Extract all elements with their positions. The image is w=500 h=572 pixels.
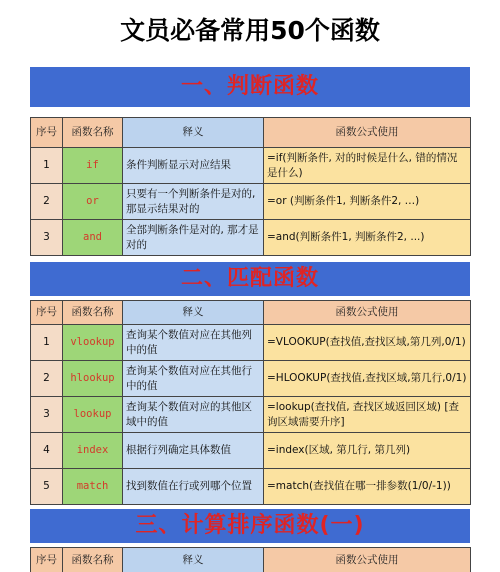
header-formula: 函数公式使用 — [264, 548, 471, 572]
row-formula: =lookup(查找值, 查找区域返回区域) [查询区域需要升序] — [264, 397, 471, 433]
row-meaning: 根据行列确定具体数值 — [123, 433, 264, 469]
table-header-row — [31, 548, 471, 572]
header-formula: 函数公式使用 — [264, 118, 471, 148]
row-index: 1 — [31, 148, 63, 184]
row-formula: =or (判断条件1, 判断条件2, …) — [264, 184, 471, 220]
function-table-calc-sort — [30, 547, 471, 572]
row-meaning: 查询某个数值对应的其他区域中的值 — [123, 397, 264, 433]
header-index: 序号 — [31, 548, 63, 572]
header-function-name: 函数名称 — [63, 118, 123, 148]
row-formula: =and(判断条件1, 判断条件2, ...) — [264, 220, 471, 256]
page-title: 文员必备常用50个函数 — [120, 16, 380, 45]
row-formula: =index(区域, 第几行, 第几列) — [264, 433, 471, 469]
row-index: 3 — [31, 220, 63, 256]
table-row — [31, 361, 471, 397]
function-table-matching — [30, 300, 471, 505]
header-function-name: 函数名称 — [63, 548, 123, 572]
row-meaning: 查询某个数值对应在其他列中的值 — [123, 325, 264, 361]
row-formula: =if(判断条件, 对的时候是什么, 错的情况是什么) — [264, 148, 471, 184]
row-function-name: or — [63, 184, 123, 220]
header-meaning: 释义 — [123, 548, 264, 572]
row-meaning: 查询某个数值对应在其他行中的值 — [123, 361, 264, 397]
table-row — [31, 184, 471, 220]
table-header-row — [31, 301, 471, 325]
table-row — [31, 469, 471, 505]
header-formula: 函数公式使用 — [264, 301, 471, 325]
row-formula: =VLOOKUP(查找值,查找区域,第几列,0/1) — [264, 325, 471, 361]
row-index: 4 — [31, 433, 63, 469]
header-meaning: 释义 — [123, 301, 264, 325]
section-banner-judgement: 一、判断函数 — [30, 67, 470, 107]
section-banner-matching: 二、匹配函数 — [30, 262, 470, 296]
table-row — [31, 433, 471, 469]
header-function-name: 函数名称 — [63, 301, 123, 325]
table-row — [31, 220, 471, 256]
table-row — [31, 325, 471, 361]
row-index: 1 — [31, 325, 63, 361]
row-meaning: 只要有一个判断条件是对的, 那显示结果对的 — [123, 184, 264, 220]
row-function-name: vlookup — [63, 325, 123, 361]
function-table-judgement — [30, 117, 471, 256]
row-index: 2 — [31, 361, 63, 397]
row-function-name: if — [63, 148, 123, 184]
row-function-name: and — [63, 220, 123, 256]
row-formula: =HLOOKUP(查找值,查找区域,第几行,0/1) — [264, 361, 471, 397]
table-row — [31, 148, 471, 184]
table-header-row — [31, 118, 471, 148]
table-row — [31, 397, 471, 433]
row-index: 2 — [31, 184, 63, 220]
header-index: 序号 — [31, 118, 63, 148]
row-function-name: lookup — [63, 397, 123, 433]
row-index: 3 — [31, 397, 63, 433]
row-formula: =match(查找值在哪一排参数(1/0/-1)) — [264, 469, 471, 505]
row-index: 5 — [31, 469, 63, 505]
header-index: 序号 — [31, 301, 63, 325]
row-function-name: match — [63, 469, 123, 505]
row-meaning: 全部判断条件是对的, 那才是对的 — [123, 220, 264, 256]
row-meaning: 找到数值在行或列哪个位置 — [123, 469, 264, 505]
row-function-name: hlookup — [63, 361, 123, 397]
row-meaning: 条件判断显示对应结果 — [123, 148, 264, 184]
row-function-name: index — [63, 433, 123, 469]
header-meaning: 释义 — [123, 118, 264, 148]
section-banner-calc-sort: 三、计算排序函数(一) — [30, 509, 470, 543]
